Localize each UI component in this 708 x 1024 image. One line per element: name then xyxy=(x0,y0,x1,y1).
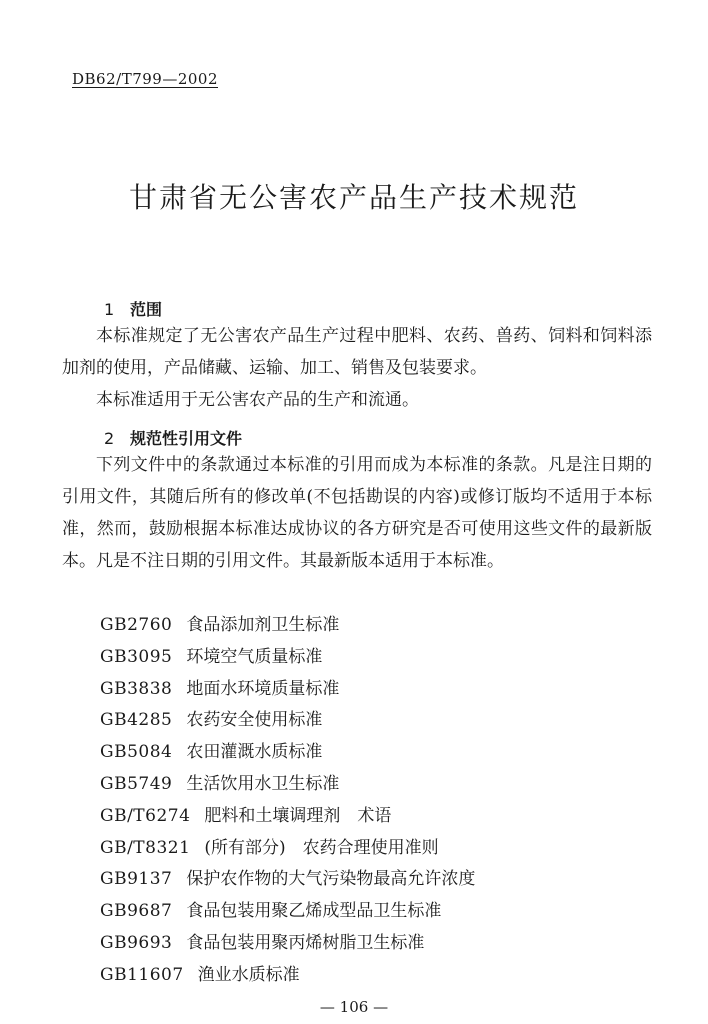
reference-item xyxy=(100,705,475,737)
standard-code: DB62/T799—2002 xyxy=(72,70,218,88)
reference-code: GB3838 xyxy=(100,678,173,699)
scope-paragraph-2: 本标准适用于无公害农产品的生产和流通。 xyxy=(96,390,419,410)
reference-code: GB5749 xyxy=(100,773,173,794)
reference-code: GB9693 xyxy=(100,932,173,953)
reference-list xyxy=(100,610,475,992)
section-heading-references xyxy=(104,426,242,449)
reference-code: GB/T6274 xyxy=(100,805,191,826)
scope-paragraph-1: 本标准规定了无公害农产品生产过程中肥料、农药、兽药、饲料和饲料添加剂的使用，产品储藏、运输、加工、销售及包装要求。 xyxy=(62,326,652,378)
reference-item xyxy=(100,801,475,833)
reference-name: 食品包装用聚丙烯树脂卫生标准 xyxy=(186,932,425,953)
reference-item xyxy=(100,674,475,706)
section-title: 规范性引用文件 xyxy=(130,429,243,448)
section-title: 范围 xyxy=(130,300,163,319)
reference-item xyxy=(100,769,475,801)
reference-name: 农药安全使用标准 xyxy=(186,710,323,731)
reference-name: 生活饮用水卫生标准 xyxy=(186,773,340,794)
section-number: 1 xyxy=(104,300,115,319)
reference-item xyxy=(100,928,475,960)
reference-code: GB4285 xyxy=(100,710,173,731)
reference-item xyxy=(100,896,475,928)
reference-name: 肥料和土壤调理剂 术语 xyxy=(204,805,392,826)
page-number: — 106 — xyxy=(319,998,389,1016)
reference-name: 食品包装用聚乙烯成型品卫生标准 xyxy=(186,901,442,922)
reference-item xyxy=(100,833,475,865)
reference-item xyxy=(100,737,475,769)
reference-name: 保护农作物的大气污染物最高允许浓度 xyxy=(186,869,476,890)
reference-item xyxy=(100,610,475,642)
reference-name: 农田灌溉水质标准 xyxy=(186,742,323,763)
document-title: 甘肃省无公害农产品生产技术规范 xyxy=(128,181,579,214)
section-heading-scope xyxy=(104,297,162,320)
reference-item xyxy=(100,642,475,674)
reference-item xyxy=(100,960,475,992)
reference-name: 食品添加剂卫生标准 xyxy=(186,615,340,635)
reference-name: 地面水环境质量标准 xyxy=(186,678,340,699)
reference-code: GB9687 xyxy=(100,901,173,922)
reference-code: GB9137 xyxy=(100,869,173,890)
section-number: 2 xyxy=(104,429,115,448)
reference-name: 环境空气质量标准 xyxy=(186,646,323,667)
reference-name: 渔业水质标准 xyxy=(197,964,300,985)
reference-code: GB2760 xyxy=(100,615,173,635)
reference-code: GB3095 xyxy=(100,646,173,667)
reference-code: GB11607 xyxy=(100,964,184,985)
reference-code: GB/T8321 xyxy=(100,837,191,858)
references-paragraph: 下列文件中的条款通过本标准的引用而成为本标准的条款。凡是注日期的引用文件，其随后所有的修改单(不包括勘误的内容)或修订版均不适用于本标准，然而，鼓励根据本标准达成协议的各方研究是否可使用这些文件的最新版本。凡是不注日期的引用文件。其最新版本适用于本标准。 xyxy=(62,455,652,571)
reference-code: GB5084 xyxy=(100,742,173,763)
reference-name: (所有部分) 农药合理使用准则 xyxy=(204,837,439,858)
reference-item xyxy=(100,864,475,896)
